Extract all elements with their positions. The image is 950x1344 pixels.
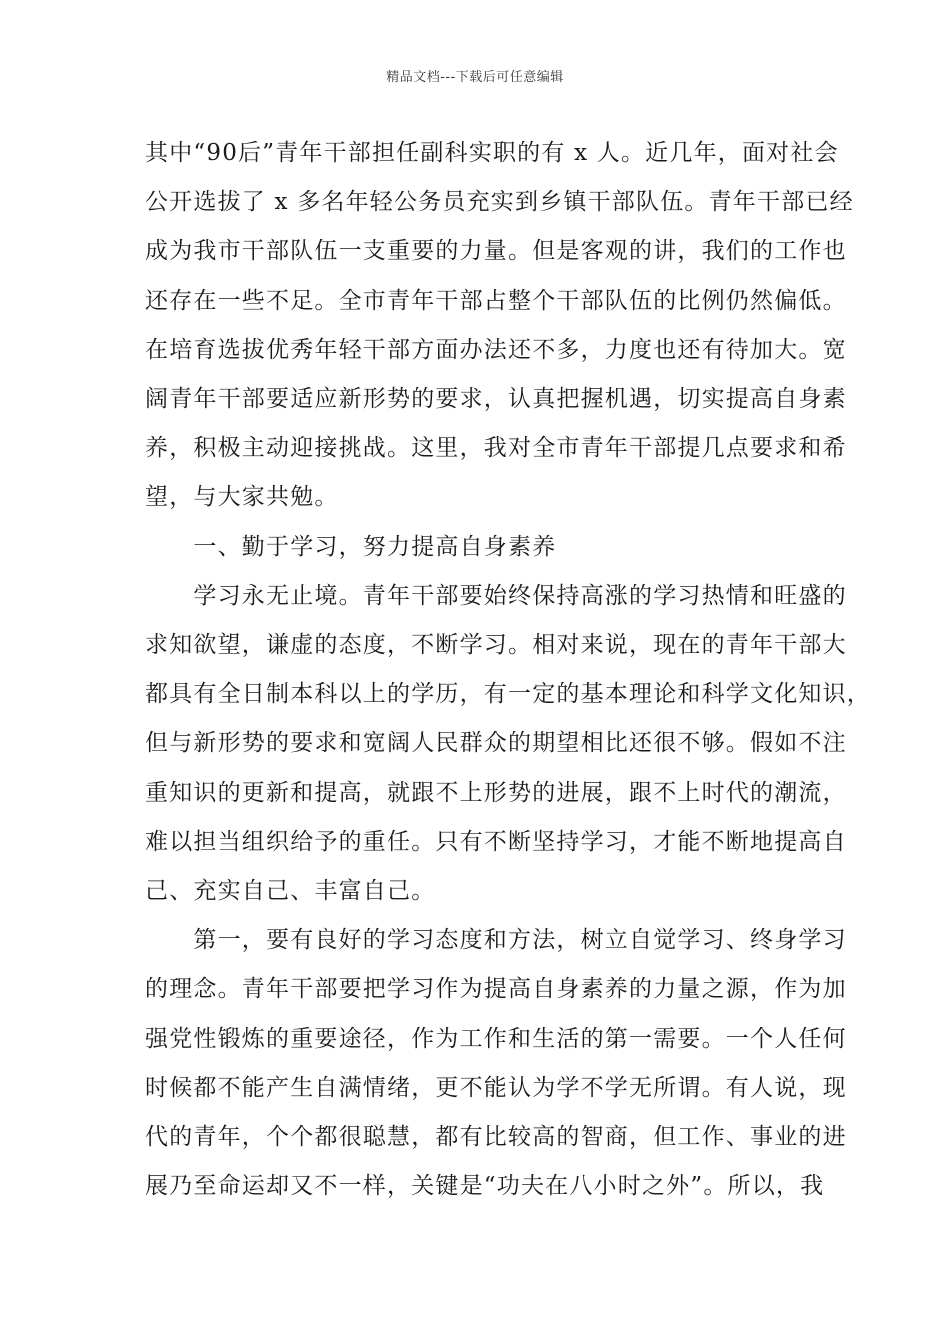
text-line: 望，与大家共勉。	[145, 484, 339, 510]
text-line: 难以担当组织给予的重任。只有不断坚持学习，才能不断地提高自	[145, 829, 847, 855]
text-line: 己、充实自己、丰富自己。	[145, 878, 436, 904]
text-line: 代的青年，个个都很聪慧，都有比较高的智商，但工作、事业的进	[145, 1124, 847, 1150]
text-line: 在培育选拔优秀年轻干部方面办法还不多，力度也还有待加大。宽	[145, 337, 847, 363]
text-line: 第一，要有良好的学习态度和方法，树立自觉学习、终身学习	[145, 927, 847, 953]
text-line: 重知识的更新和提高，就跟不上形势的进展，跟不上时代的潮流，	[145, 780, 847, 806]
text-line: 的理念。青年干部要把学习作为提高自身素养的力量之源，作为加	[145, 976, 847, 1002]
text-line: 强党性锻炼的重要途径，作为工作和生活的第一需要。一个人任何	[145, 1026, 847, 1052]
text-line: 但与新形势的要求和宽阔人民群众的期望相比还很不够。假如不注	[145, 730, 847, 756]
text-line: 养，积极主动迎接挑战。这里，我对全市青年干部提几点要求和希	[145, 435, 847, 461]
text-line: 学习永无止境。青年干部要始终保持高涨的学习热情和旺盛的	[145, 583, 847, 609]
text-line: 展乃至命运却又不一样，关键是“功夫在八小时之外”。所以，我	[145, 1173, 825, 1199]
text-line: 公开选拔了 x 多名年轻公务员充实到乡镇干部队伍。青年干部已经	[145, 189, 854, 215]
text-line: 其中“90后”青年干部担任副科实职的有 x 人。近几年，面对社会	[145, 140, 839, 166]
page-header: 精品文档---下载后可任意编辑	[386, 70, 564, 85]
text-line: 求知欲望，谦虚的态度，不断学习。相对来说，现在的青年干部大	[145, 632, 847, 658]
text-line: 时候都不能产生自满情绪，更不能认为学不学无所谓。有人说，现	[145, 1075, 847, 1101]
section-heading: 一、勤于学习，努力提高自身素养	[145, 534, 557, 560]
text-line: 阔青年干部要适应新形势的要求，认真把握机遇，切实提高自身素	[145, 386, 847, 412]
text-line: 成为我市干部队伍一支重要的力量。但是客观的讲，我们的工作也	[145, 238, 847, 264]
text-line: 还存在一些不足。全市青年干部占整个干部队伍的比例仍然偏低。	[145, 288, 847, 314]
text-line: 都具有全日制本科以上的学历，有一定的基本理论和科学文化知识，	[145, 681, 871, 707]
